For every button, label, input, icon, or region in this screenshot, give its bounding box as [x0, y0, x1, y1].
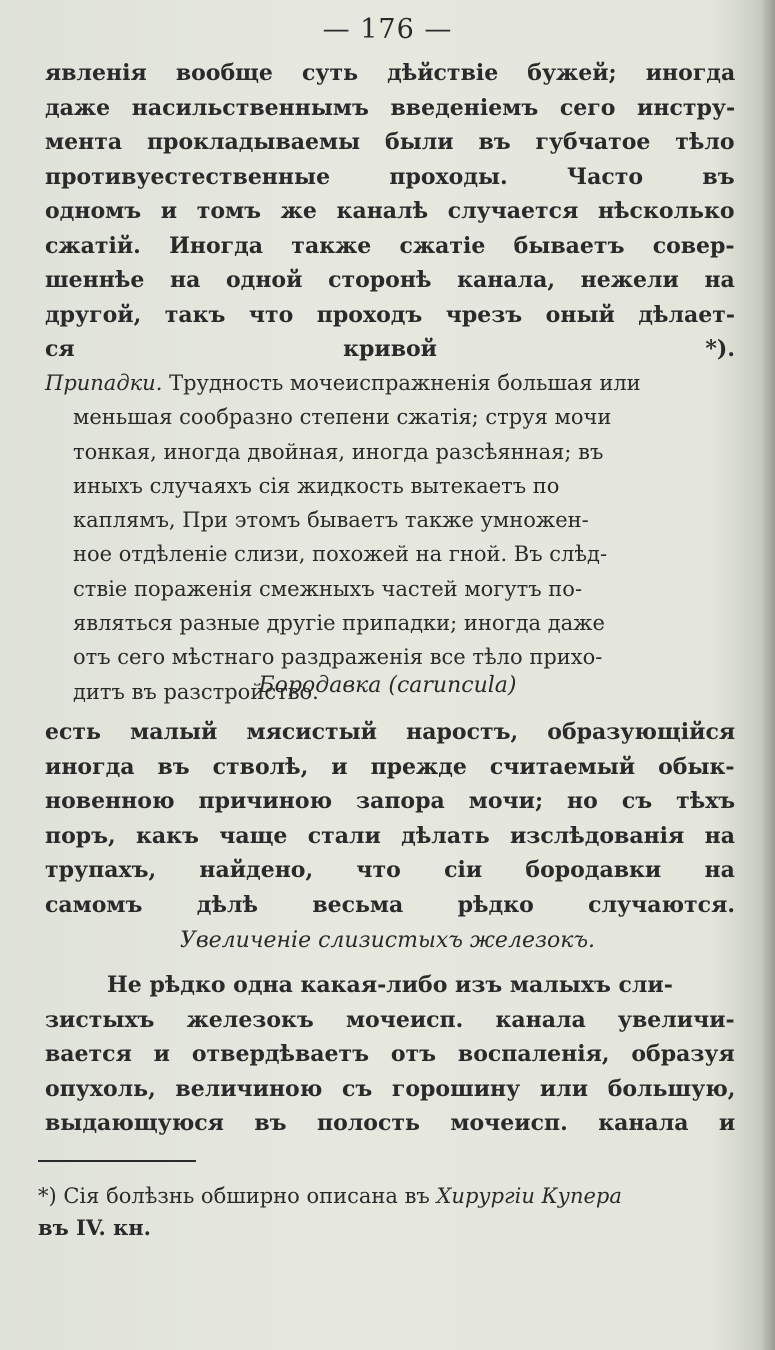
paragraph-1	[45, 56, 735, 367]
text-line: противуестественные проходы. Часто въ	[45, 163, 735, 190]
text-line: трупахъ, найдено, что сіи бородавки на	[45, 857, 735, 883]
text-line: ное отдѣленіе слизи, похожей на гной. Въ слѣд-	[73, 542, 608, 567]
text-line: вается и отвердѣваетъ отъ воспаленія, образуя	[45, 1041, 735, 1067]
footnote	[38, 1180, 738, 1244]
text-line: Не рѣдко одна какая-либо изъ малыхъ сли-	[107, 972, 673, 998]
text-line: каплямъ, При этомъ бываетъ также умножен-	[73, 508, 589, 533]
text-line: мента прокладываемы были въ губчатое тѣло	[45, 129, 735, 155]
text-line: другой, такъ что проходъ чрезъ оный дѣлает-	[45, 301, 735, 328]
text-line: самомъ дѣлѣ весьма рѣдко случаются.	[45, 891, 735, 918]
paragraph-2	[45, 715, 735, 922]
symptoms-lead: Припадки.	[45, 371, 163, 395]
text-line: ствіе пораженія смежныхъ частей могутъ по-	[73, 576, 583, 601]
text-line: новенною причиною запора мочи; но съ тѣхъ	[45, 788, 736, 814]
text-line: Припадки. Трудность мочеиспражненія большая или	[45, 371, 641, 395]
text-line: даже насильственнымъ введеніемъ сего инстру-	[45, 94, 736, 121]
page-number: — 176 —	[322, 14, 453, 45]
section-heading-caruncula: Бородавка (caruncula)	[258, 673, 517, 698]
text-line: явленія вообще суть дѣйствіе бужей; иногда	[45, 60, 736, 86]
text-line: зистыхъ железокъ мочеисп. канала увеличи-	[45, 1006, 735, 1033]
text-line: иногда въ стволѣ, и прежде считаемый обык-	[45, 753, 735, 780]
text-line: сжатій. Иногда также сжатіе бываетъ совер-	[45, 232, 735, 259]
text-line: выдающуюся въ полость мочеисп. канала и	[45, 1110, 736, 1136]
text-line: ся кривой *).	[45, 336, 735, 362]
text-line: тонкая, иногда двойная, иногда разсѣянная; въ	[73, 439, 604, 464]
paragraph-3	[45, 968, 735, 1141]
section-heading-glands: Увеличеніе слизистыхъ железокъ.	[179, 928, 596, 953]
footnote-line-1: *) Сія болѣзнь обширно описана въ Хирургіи Купера	[38, 1184, 622, 1208]
footnote-line-2: въ IV. кн.	[38, 1215, 151, 1240]
text-line: опухоль, величиною съ горошину или большую,	[45, 1075, 736, 1102]
text-line: отъ сего мѣстнаго раздраженія все тѣло прихо-	[73, 645, 603, 670]
text-line: шеннѣе на одной сторонѣ канала, нежели на	[45, 267, 735, 293]
text-line: дитъ въ разстройство.	[73, 679, 319, 704]
text-line: поръ, какъ чаще стали дѣлать изслѣдованія на	[45, 822, 735, 849]
text-line: являться разные другіе припадки; иногда даже	[73, 611, 605, 636]
text-line: есть малый мясистый наростъ, образующійся	[45, 719, 736, 745]
text-line: иныхъ случаяхъ сія жидкость вытекаетъ по	[73, 473, 560, 498]
text-line: одномъ и томъ же каналѣ случается нѣсколько	[45, 198, 735, 224]
symptoms-paragraph	[45, 366, 735, 709]
text-line: меньшая сообразно степени сжатія; струя мочи	[73, 405, 612, 430]
footnote-rule	[38, 1160, 196, 1162]
footnote-source: Хирургіи Купера	[436, 1184, 622, 1208]
